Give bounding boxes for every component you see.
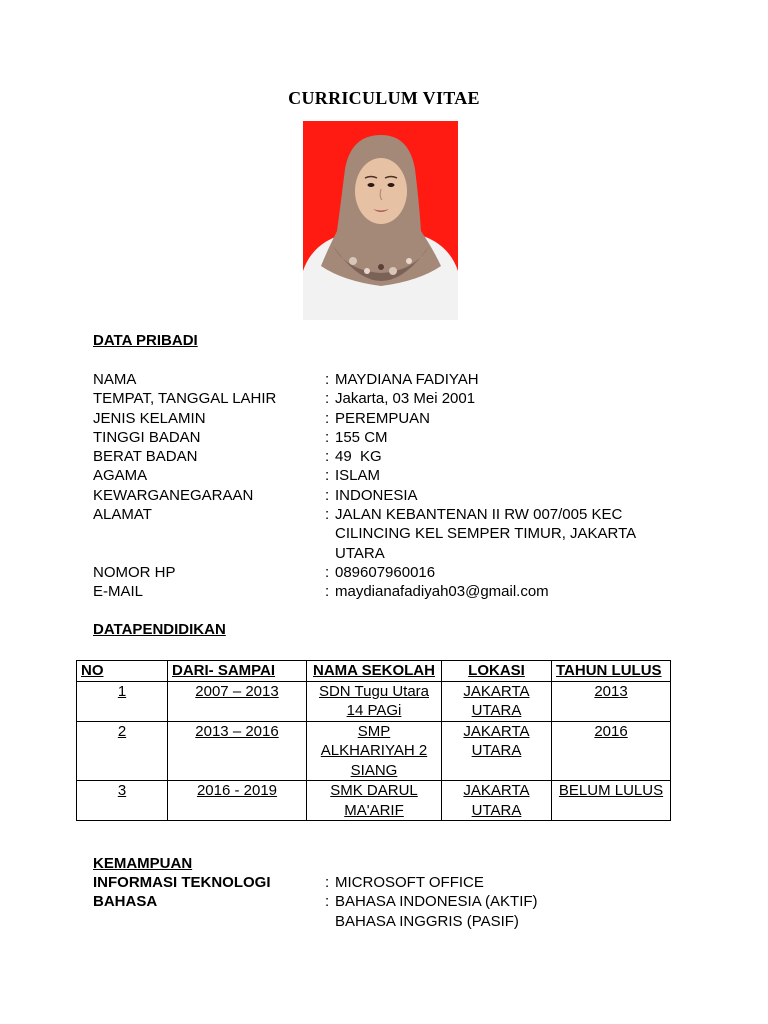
colon-separator: : [325, 563, 330, 581]
section-heading-data-pribadi: DATA PRIBADI [93, 332, 198, 349]
info-value: MAYDIANA FADIYAH [335, 371, 479, 388]
info-label: KEWARGANEGARAAN [93, 486, 254, 504]
info-value: JALAN KEBANTENAN II RW 007/005 KEC CILINCING KEL SEMPER TIMUR, JAKARTA UTARA [335, 506, 636, 562]
info-row-kewarganegaraan [93, 486, 693, 505]
info-value: PEREMPUAN [335, 409, 431, 427]
info-value: maydianafadiyah03@gmail.com [335, 583, 549, 601]
info-label: E-MAIL [93, 583, 144, 601]
info-label: TEMPAT, TANGGAL LAHIR [93, 390, 277, 408]
info-row-alamat [93, 505, 693, 563]
table-cell: SDN Tugu Utara 14 PAGi [307, 681, 442, 721]
colon-spacer [325, 912, 335, 931]
colon-separator: : [325, 893, 330, 911]
personal-info-list [93, 370, 693, 602]
info-value: 49 KG [335, 448, 382, 466]
table-cell: 2013 – 2016 [168, 721, 307, 781]
education-table [76, 660, 671, 821]
table-cell: 2016 [552, 721, 671, 781]
colon-separator: : [325, 390, 330, 408]
table-cell: 2 [77, 721, 168, 781]
table-cell: BELUM LULUS [552, 781, 671, 821]
info-label: JENIS KELAMIN [93, 409, 206, 427]
column-header: DARI- SAMPAI [168, 661, 307, 682]
info-row-agama [93, 466, 693, 485]
info-row-nomor-hp [93, 563, 693, 582]
skill-value: BAHASA INDONESIA (AKTIF) [335, 893, 538, 911]
document-title: CURRICULUM VITAE [288, 88, 480, 108]
table-cell: JAKARTA UTARA [442, 781, 552, 821]
skill-value: BAHASA INGGRIS (PASIF) [335, 912, 519, 930]
section-heading-kemampuan: KEMAMPUAN [93, 855, 193, 872]
skill-label: BAHASA [93, 893, 158, 911]
info-row-nama [93, 370, 693, 389]
info-label: NAMA [93, 371, 137, 388]
info-row-jenis-kelamin [93, 409, 693, 428]
colon-separator: : [325, 467, 330, 485]
table-cell: JAKARTA UTARA [442, 681, 552, 721]
table-row [77, 721, 671, 781]
table-cell: SMP ALKHARIYAH 2 SIANG [307, 721, 442, 781]
skill-value: MICROSOFT OFFICE [335, 874, 484, 891]
info-label: ALAMAT [93, 506, 152, 524]
info-label: AGAMA [93, 467, 148, 485]
table-cell: 2013 [552, 681, 671, 721]
column-header: TAHUN LULUS [552, 661, 671, 682]
colon-separator: : [325, 874, 330, 891]
table-header-row [77, 661, 671, 682]
table-cell: JAKARTA UTARA [442, 721, 552, 781]
info-row-tinggi [93, 428, 693, 447]
table-cell: 2007 – 2013 [168, 681, 307, 721]
colon-separator: : [325, 409, 330, 427]
info-value: INDONESIA [335, 486, 418, 504]
table-cell: 1 [77, 681, 168, 721]
colon-separator: : [325, 583, 330, 601]
column-header: NAMA SEKOLAH [307, 661, 442, 682]
skill-row-it [93, 873, 693, 892]
info-row-berat [93, 447, 693, 466]
info-value: Jakarta, 03 Mei 2001 [335, 390, 476, 408]
skill-row-bahasa [93, 892, 693, 911]
skill-label: INFORMASI TEKNOLOGI [93, 874, 271, 891]
table-row [77, 781, 671, 821]
info-label: TINGGI BADAN [93, 428, 201, 446]
info-label: BERAT BADAN [93, 448, 198, 466]
skills-list [93, 873, 693, 931]
info-row-ttl [93, 389, 693, 408]
table-row [77, 681, 671, 721]
column-header: NO [77, 661, 168, 682]
info-label: NOMOR HP [93, 563, 176, 581]
colon-separator: : [325, 448, 330, 466]
info-value: 089607960016 [335, 563, 436, 581]
profile-photo [303, 121, 458, 320]
colon-separator: : [325, 506, 330, 524]
colon-separator: : [325, 371, 330, 388]
skill-label [93, 912, 325, 931]
portrait-illustration [303, 121, 458, 320]
table-cell: 2016 - 2019 [168, 781, 307, 821]
section-heading-pendidikan: DATAPENDIDIKAN [93, 621, 226, 638]
colon-separator: : [325, 428, 330, 446]
skill-row-bahasa-2 [93, 912, 693, 931]
info-value: ISLAM [335, 467, 381, 485]
table-cell: SMK DARUL MA'ARIF [307, 781, 442, 821]
colon-separator: : [325, 486, 330, 504]
table-cell: 3 [77, 781, 168, 821]
info-row-email [93, 582, 693, 601]
column-header: LOKASI [442, 661, 552, 682]
info-value: 155 CM [335, 428, 388, 446]
